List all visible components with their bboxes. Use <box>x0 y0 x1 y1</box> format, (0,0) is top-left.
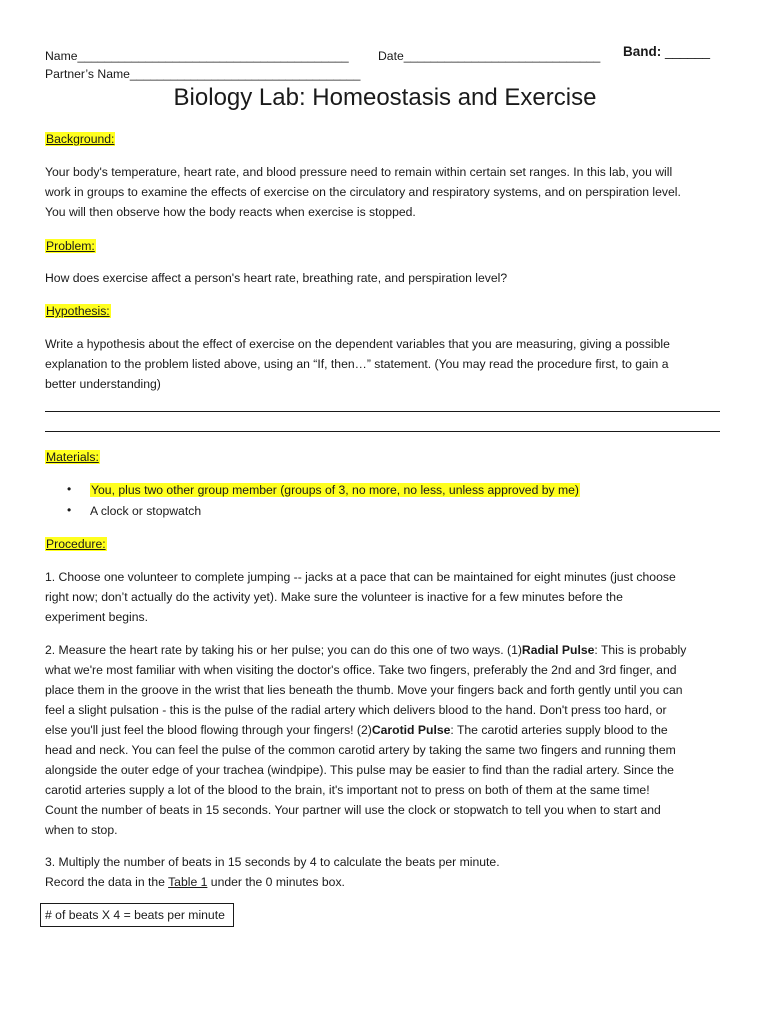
background-heading: Background: <box>46 132 115 146</box>
procedure-heading: Procedure: <box>46 537 106 551</box>
hypothesis-line: better understanding) <box>45 377 161 391</box>
step-line: Count the number of beats in 15 seconds. Your partner will use the clock or stopwatch to tell you when to start and <box>45 803 661 817</box>
procedure-step-1 <box>45 567 735 627</box>
step-line: alongside the outer edge of your trachea (windpipe). This pulse may be easier to find than the radial artery. Since the <box>45 763 674 777</box>
band-label: Band: <box>623 44 662 59</box>
problem-text: How does exercise affect a person's heart rate, breathing rate, and perspiration level? <box>45 271 508 285</box>
bullet-icon: • <box>67 482 72 496</box>
hypothesis-heading: Hypothesis: <box>46 304 110 318</box>
step-line: Record the data in the Table 1 under the 0 minutes box. <box>45 875 345 889</box>
materials-item: A clock or stopwatch <box>90 504 202 518</box>
hypothesis-line: Write a hypothesis about the effect of exercise on the dependent variables that you are measuring, giving a possible <box>45 337 670 351</box>
table-1-link[interactable]: Table 1 <box>168 875 208 889</box>
band-blank: ______ <box>665 44 711 59</box>
hypothesis-line: explanation to the problem listed above, using an “If, then…” statement. (You may read the procedure first, to gain a <box>45 357 669 371</box>
step-line: place them in the groove in the wrist that lies beneath the thumb. Move your fingers back and forth gently until you can <box>45 683 683 697</box>
step-line: what we're most familiar with when visiting the doctor's office. Take two fingers, preferably the 2nd and 3rd finger, and <box>45 663 677 677</box>
materials-heading: Materials: <box>46 450 99 464</box>
step-line: head and neck. You can feel the pulse of the common carotid artery by taking the same two fingers and running them <box>45 743 676 757</box>
page-title: Biology Lab: Homeostasis and Exercise <box>173 84 597 111</box>
bullet-icon: • <box>67 503 72 517</box>
step-line: when to stop. <box>45 823 118 837</box>
step-line: 2. Measure the heart rate by taking his or her pulse; you can do this one of two ways. (1)Radial Pulse: This is probably <box>45 643 687 657</box>
step-line: experiment begins. <box>45 610 148 624</box>
procedure-step-2 <box>45 640 735 840</box>
step-line: 1. Choose one volunteer to complete jumping -- jacks at a pace that can be maintained for eight minutes (just choose <box>45 570 676 584</box>
step-line: feel a slight pulsation - this is the pulse of the radial artery which delivers blood to the hand. Don't press too hard, or <box>45 703 667 717</box>
hypothesis-answer-line-1[interactable] <box>45 411 720 412</box>
materials-item: You, plus two other group member (groups of 3, no more, no less, unless approved by me) <box>91 483 579 497</box>
formula-box: # of beats X 4 = beats per minute <box>40 903 234 927</box>
problem-heading: Problem: <box>46 239 95 253</box>
step-line: right now; don’t actually do the activity yet). Make sure the volunteer is inactive for a few minutes before the <box>45 590 623 604</box>
background-line: You will then observe how the body reacts when exercise is stopped. <box>45 205 416 219</box>
step-line: carotid arteries supply a lot of the blood to the brain, it's important not to press on both of them at the same time! <box>45 783 650 797</box>
date-field-line[interactable]: Date_____________________________ <box>378 49 601 63</box>
background-line: work in groups to examine the effects of exercise on the circulatory and respiratory systems, and on perspiration level. <box>45 185 681 199</box>
step-line: else you'll just feel the blood flowing through your fingers! (2)Carotid Pulse: The carotid arteries supply blood to the <box>45 723 668 737</box>
name-field-line[interactable]: Name________________________________________ <box>45 49 349 63</box>
carotid-pulse-term: Carotid Pulse <box>371 723 451 737</box>
background-paragraph <box>45 162 735 222</box>
background-line: Your body's temperature, heart rate, and blood pressure need to remain within certain set ranges. In this lab, you will <box>45 165 673 179</box>
hypothesis-paragraph <box>45 334 735 394</box>
radial-pulse-term: Radial Pulse <box>521 643 595 657</box>
step-line: 3. Multiply the number of beats in 15 seconds by 4 to calculate the beats per minute. <box>45 855 500 869</box>
procedure-step-3 <box>45 852 735 892</box>
band-field[interactable] <box>623 44 710 59</box>
partner-name-field-line[interactable]: Partner’s Name__________________________________ <box>45 67 361 81</box>
hypothesis-answer-line-2[interactable] <box>45 431 720 432</box>
